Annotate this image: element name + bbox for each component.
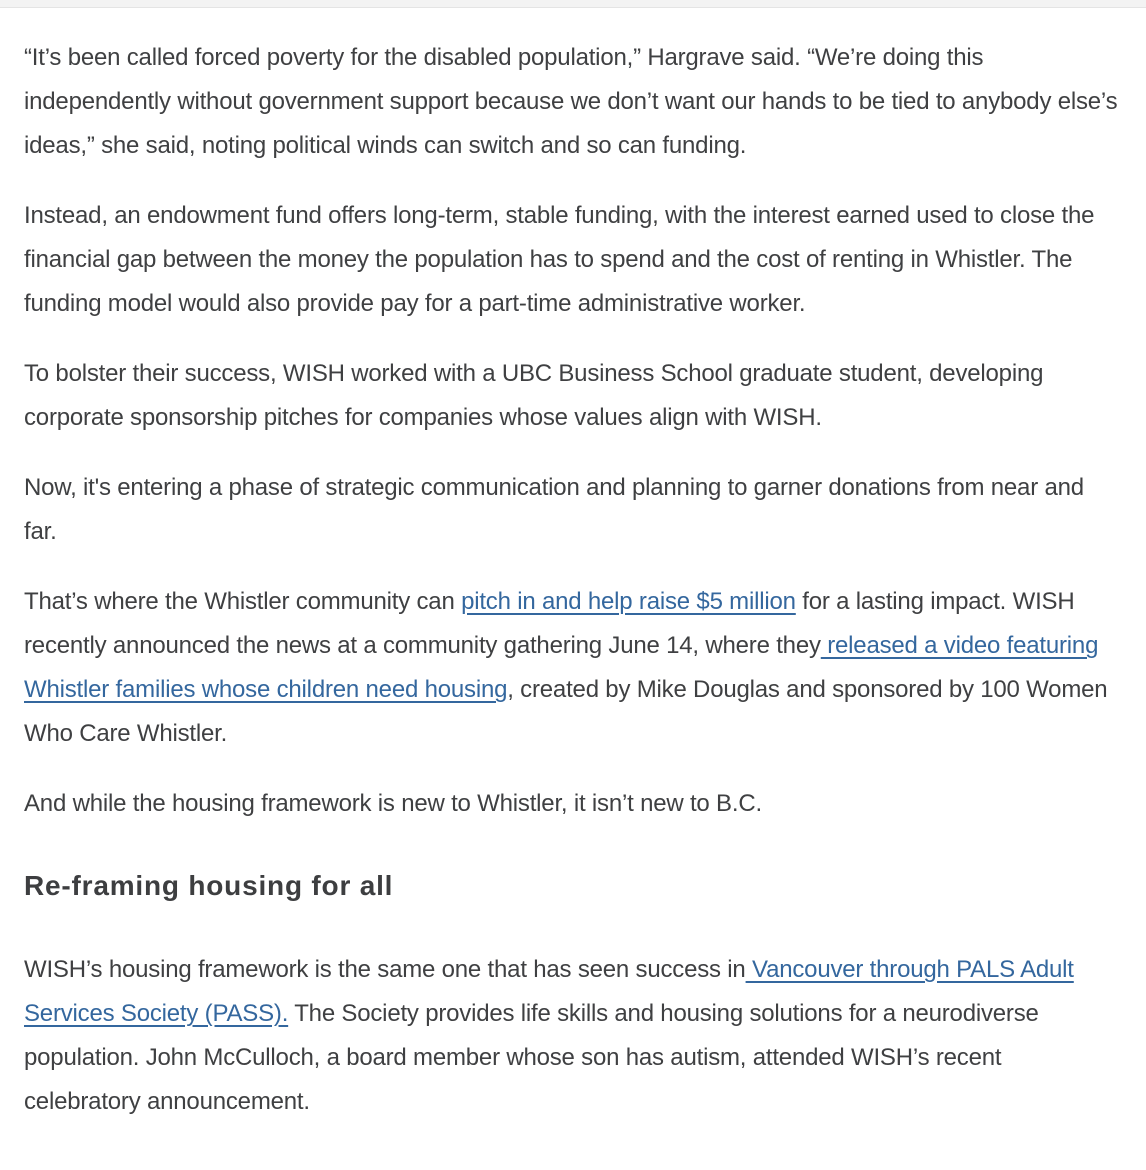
text-segment: “It’s been called forced poverty for the disabled population,” Hargrave said. “We’re doing this independently without government support because we don’t want our hands to be tied to anybody else’s ideas,” she said, noting political winds can switch and so can funding.: [24, 44, 1118, 159]
text-segment: The Society provides life skills and housing solutions for a neurodiverse population. John McCulloch, a board member whose son has autism, attended WISH’s recent celebratory announcement.: [24, 1000, 1039, 1115]
text-segment: , created by Mike Douglas and sponsored by 100 Women Who Care Whistler.: [24, 676, 1108, 747]
text-segment: And while the housing framework is new to Whistler, it isn’t new to B.C.: [24, 790, 762, 817]
pass-society-link[interactable]: Vancouver through PALS Adult Services Society (PASS).: [24, 956, 1074, 1027]
paragraph-8: [24, 948, 1118, 1124]
paragraph-3: [24, 352, 1118, 440]
text-segment: That’s where the Whistler community can: [24, 588, 462, 615]
pitch-in-help-raise-link[interactable]: pitch in and help raise $5 million: [461, 588, 796, 615]
paragraph-5: [24, 580, 1118, 756]
paragraph-6: [24, 782, 1118, 826]
paragraph-4: [24, 466, 1118, 554]
text-segment: Re-framing housing for all: [24, 870, 394, 901]
text-segment: To bolster their success, WISH worked with a UBC Business School graduate student, developing corporate sponsorship pitches for companies whose values align with WISH.: [24, 360, 1044, 431]
top-divider-strip: [0, 0, 1146, 8]
paragraph-2: [24, 194, 1118, 326]
text-segment: Now, it's entering a phase of strategic communication and planning to garner donations from near and far.: [24, 474, 1084, 545]
released-video-link[interactable]: released a video featuring Whistler families whose children need housing: [24, 632, 1099, 703]
text-segment: WISH’s housing framework is the same one that has seen success in: [24, 956, 746, 983]
article-body: [0, 8, 1146, 1124]
text-segment: Instead, an endowment fund offers long-term, stable funding, with the interest earned used to close the financial gap between the money the population has to spend and the cost of renting in Whistler. The funding model would also provide pay for a part-time administrative worker.: [24, 202, 1095, 317]
section-heading: [24, 868, 1118, 904]
paragraph-1: [24, 36, 1118, 168]
text-segment: for a lasting impact. WISH recently announced the news at a community gathering June 14, where they: [24, 588, 1075, 659]
